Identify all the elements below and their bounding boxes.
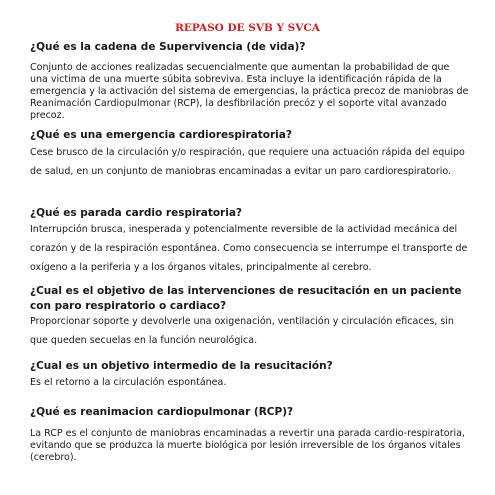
question-1: ¿Qué es la cadena de Supervivencia (de vida)? <box>30 41 306 53</box>
answer-6: La RCP es el conjunto de maniobras encaminadas a revertir una parada cardio-respiratoria, evitando que se produzca la muerte biológica por lesión irreversible de los órganos vitales (cerebro). <box>30 428 465 463</box>
answer-4: Proporcionar soporte y devolverle una oxigenación, ventilación y circulación eficaces, sin que queden secuelas en la función neurológica. <box>30 316 454 346</box>
answer-3: Interrupción brusca, inesperada y potencialmente reversible de la actividad mecánica del corazón y de la respiración espontánea. Como consecuencia se interrumpe el transporte de oxígeno a la periferia y a los órganos vitales, principalmente al cerebro. <box>30 224 468 273</box>
question-5: ¿Cual es un objetivo intermedio de la resucitación? <box>30 360 333 372</box>
answer-5: Es el retorno a la circulación espontánea. <box>30 377 227 388</box>
question-4: ¿Cual es el objetivo de las intervenciones de resucitación en un paciente con paro respiratorio o cardiaco? <box>30 285 462 312</box>
question-3: ¿Qué es parada cardio respiratoria? <box>30 207 243 219</box>
document-title: REPASO DE SVB Y SVCA <box>175 22 320 34</box>
answer-1: Conjunto de acciones realizadas secuencialmente que aumentan la probabilidad de que una victima de una muerte súbita sobreviva. Esta incluye la identificación rápida de la emergencia y la activación del sistema de emergencias, la práctica precoz de maniobras de Reanimación Cardiopulmonar (RCP), la desfibrilación precóz y el soporte vital avanzado precoz. <box>30 62 469 121</box>
question-2: ¿Qué es una emergencia cardiorespiratoria? <box>30 129 292 141</box>
answer-2: Cese brusco de la circulación y/o respiración, que requiere una actuación rápida del equipo de salud, en un conjunto de maniobras encaminadas a evitar un paro cardiorespiratorio. <box>30 147 465 177</box>
question-6: ¿Qué es reanimacion cardiopulmonar (RCP)? <box>30 406 294 418</box>
